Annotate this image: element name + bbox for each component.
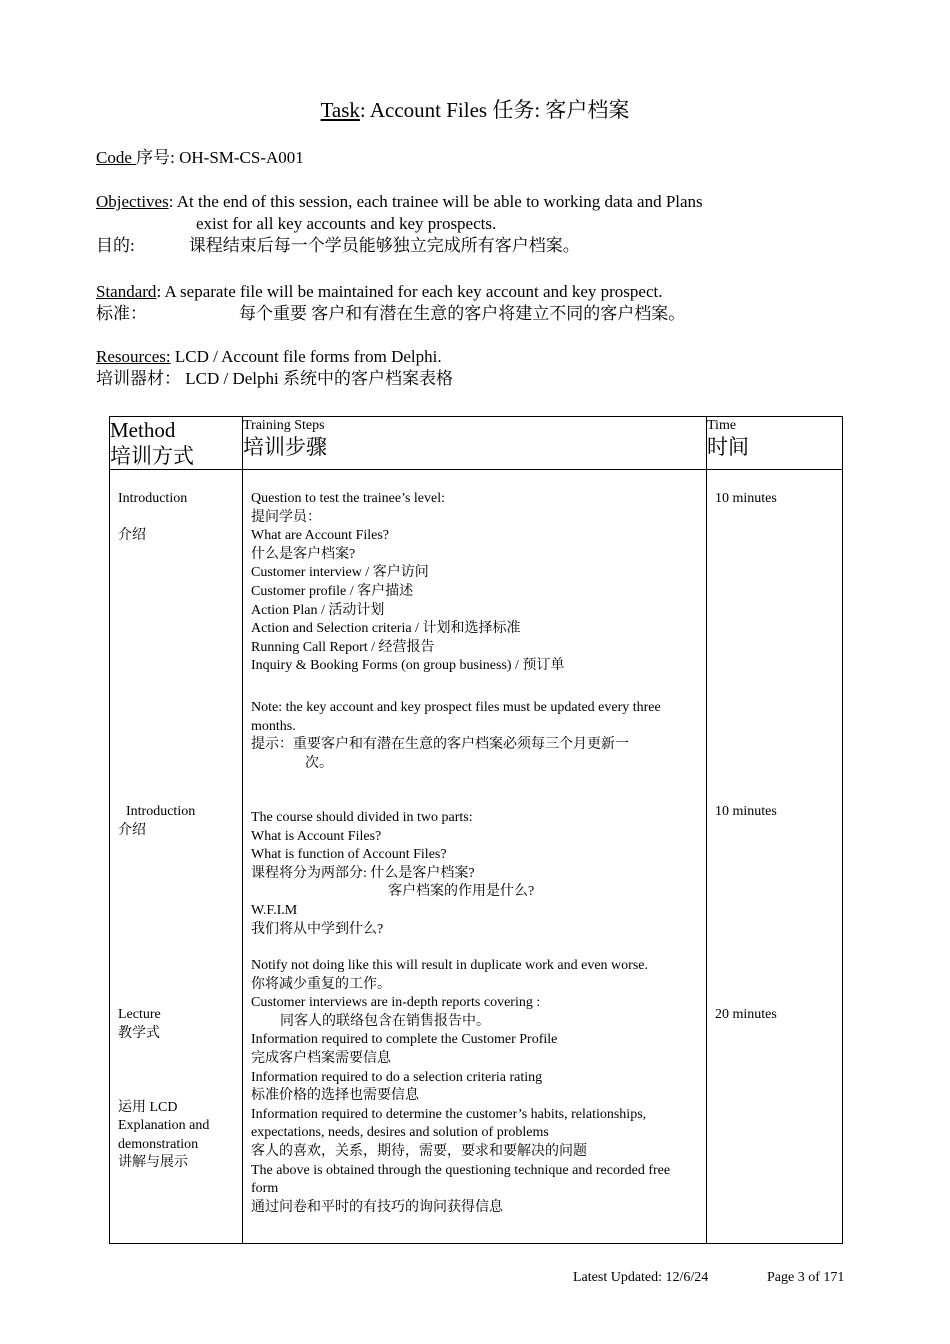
footer-page-number: Page 3 of 171 [767, 1270, 845, 1285]
method-lecture-cn: 教学式 [118, 1026, 160, 1041]
code-value: 序号: OH-SM-CS-A001 [136, 148, 304, 167]
list-item: Customer interviews are in-depth reports covering : [251, 995, 541, 1011]
list-item: 客户档案的作用是什么? [388, 884, 535, 900]
objectives-label: Objectives [96, 192, 169, 211]
standard-text: : A separate file will be maintained for each key account and key prospect. [156, 282, 663, 301]
objectives-cn-line [96, 235, 580, 257]
method-explanation: Explanation and [118, 1118, 210, 1133]
method-intro-1-cn: 介绍 [118, 528, 146, 543]
list-item: Notify not doing like this will result in duplicate work and even worse. [251, 958, 648, 973]
header-steps-cn: 培训步骤 [243, 435, 327, 459]
list-item: Action Plan / 活动计划 [251, 602, 385, 618]
standard-cn-label: 标准： [96, 304, 147, 323]
steps-cell [243, 470, 707, 1244]
method-lcd: 运用 LCD [118, 1100, 178, 1115]
header-method [110, 417, 243, 470]
table-header-row [110, 417, 843, 470]
list-item: What are Account Files? [251, 528, 390, 544]
header-steps-en: Training Steps [243, 418, 325, 433]
time-value-3: 20 minutes [715, 1007, 777, 1022]
list-item: 什么是客户档案? [251, 546, 356, 562]
list-item: 客人的喜欢，关系，期待，需要，要求和要解决的问题 [251, 1143, 587, 1159]
steps-block-2 [251, 809, 534, 939]
note-cn-1: 提示：重要客户和有潜在生意的客户档案必须每三个月更新一 [251, 737, 629, 753]
list-item: 标准价格的选择也需要信息 [251, 1088, 419, 1104]
training-table [109, 416, 843, 1244]
method-intro-2-cn: 介绍 [118, 823, 146, 838]
header-time-cn: 时间 [707, 435, 749, 459]
objectives-cn-text: 课程结束后每一个学员能够独立完成所有客户档案。 [188, 236, 580, 255]
method-intro-2-en: Introduction [126, 804, 196, 819]
list-item: Customer interview / 客户访问 [251, 565, 429, 581]
list-item: Inquiry & Booking Forms (on group business) / 预订单 [251, 658, 565, 674]
method-lecture-en: Lecture [118, 1007, 161, 1022]
list-item: Information required to do a selection criteria rating [251, 1069, 543, 1085]
method-intro-1-en: Introduction [118, 491, 188, 506]
table-body-row [110, 470, 843, 1244]
list-item: W.F.I.M [251, 902, 298, 918]
list-item: Information required to complete the Customer Profile [251, 1032, 558, 1048]
resources-label: Resources: [96, 347, 171, 366]
note-cn-2: 次。 [305, 755, 333, 771]
code-line [96, 147, 304, 169]
footer-updated: Latest Updated: 12/6/24 [573, 1270, 709, 1285]
header-steps [243, 417, 707, 470]
objectives-text1: : At the end of this session, each trainee will be able to working data and Plans [168, 192, 703, 211]
task-label: Task [320, 98, 360, 122]
note-en: Note: the key account and key prospect files must be updated every three months. [251, 700, 661, 734]
list-item: Information required to determine the customer’s habits, relationships, expectations, needs, desires and solution of problems [251, 1106, 647, 1141]
list-item: What is Account Files? [251, 828, 382, 844]
standard-cn-line [96, 303, 685, 325]
method-demonstration: demonstration [118, 1137, 199, 1152]
objectives-line2: exist for all key accounts and key prospects. [196, 214, 497, 233]
standard-label: Standard [96, 282, 157, 301]
header-time-en: Time [707, 418, 737, 433]
code-label: Code [96, 148, 137, 167]
list-item: 提问学员： [251, 509, 321, 525]
list-item: 完成客户档案需要信息 [251, 1050, 391, 1066]
time-cell [707, 470, 843, 1244]
list-item: 我们将从中学到什么? [251, 921, 384, 937]
header-time [707, 417, 843, 470]
list-item: Customer profile / 客户描述 [251, 583, 414, 599]
time-value-1: 10 minutes [715, 491, 777, 506]
standard-line [96, 281, 662, 303]
page-title [0, 96, 950, 124]
list-item: Running Call Report / 经营报告 [251, 639, 435, 655]
objectives-line1 [96, 191, 703, 213]
resources-text: LCD / Account file forms from Delphi. [170, 347, 442, 366]
time-value-2: 10 minutes [715, 804, 777, 819]
standard-cn-text: 每个重要 客户和有潜在生意的客户将建立不同的客户档案。 [239, 304, 686, 323]
list-item: 课程将分为两部分: 什么是客户档案? [251, 865, 475, 881]
task-title-text: : Account Files 任务: 客户档案 [359, 98, 630, 122]
list-item: 通过问卷和平时的有技巧的询问获得信息 [251, 1199, 503, 1215]
header-method-cn: 培训方式 [110, 444, 194, 468]
note-block [251, 699, 691, 773]
list-item: What is function of Account Files? [251, 847, 447, 863]
list-item: Action and Selection criteria / 计划和选择标准 [251, 621, 521, 637]
resources-cn-line: 培训器材： LCD / Delphi 系统中的客户档案表格 [96, 369, 453, 388]
steps-block-3 [251, 957, 691, 1217]
list-item: 同客人的联络包含在销售报告中。 [280, 1013, 490, 1029]
list-item: 你将减少重复的工作。 [251, 976, 391, 992]
method-explain-cn: 讲解与展示 [118, 1155, 188, 1170]
list-item: Question to test the trainee’s level: [251, 491, 446, 506]
header-method-en: Method [110, 418, 176, 442]
method-cell [110, 470, 243, 1244]
list-item: The course should divided in two parts: [251, 810, 473, 825]
steps-block-1 [251, 490, 564, 676]
resources-line [96, 346, 442, 368]
objectives-cn-label: 目的: [96, 236, 135, 255]
list-item: The above is obtained through the questioning technique and recorded free form [251, 1162, 671, 1197]
